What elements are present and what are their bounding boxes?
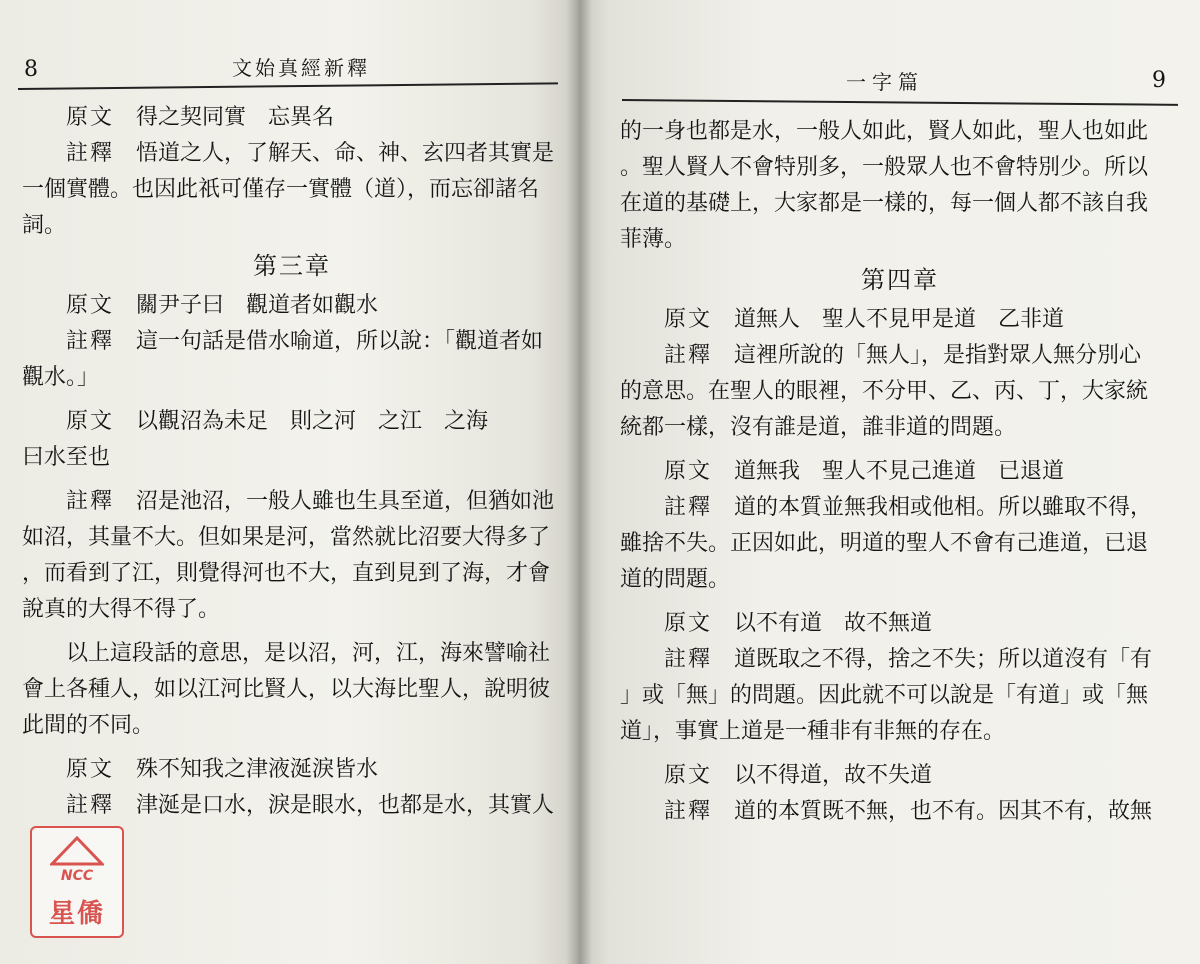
line-text: 。聖人賢人不會特別多，一般眾人也不會特別少。所以 — [620, 155, 1149, 180]
paragraph-gap — [22, 628, 562, 636]
line-text: 觀水。」 — [22, 365, 100, 390]
text-line — [620, 526, 1180, 562]
text-line — [22, 288, 562, 324]
text-line — [22, 440, 562, 476]
text-line — [620, 606, 1180, 642]
section-keyword: 原文 — [66, 409, 115, 434]
left-body-text — [22, 100, 562, 824]
text-line — [22, 708, 562, 744]
header-rule-right — [622, 99, 1178, 106]
right-page — [578, 0, 1200, 964]
line-text: 一個實體。也因此祇可僅存一實體（道），而忘卻諸名 — [22, 177, 540, 202]
paragraph-gap — [620, 750, 1180, 758]
watermark-latin: NCC — [60, 868, 94, 884]
line-text: 殊不知我之津液涎淚皆水 — [136, 757, 379, 782]
section-keyword: 原文 — [66, 293, 115, 318]
line-text: 悟道之人，了解天、命、神、玄四者其實是 — [136, 141, 555, 166]
page-number-right: 9 — [1152, 68, 1166, 93]
line-text: 」或「無」的問題。因此就不可以說是「有道」或「無 — [620, 683, 1149, 708]
text-line — [22, 592, 562, 628]
section-keyword: 原文 — [66, 757, 115, 782]
text-line — [22, 136, 562, 172]
line-text: 在道的基礎上，大家都是一樣的，每一個人都不該自我 — [620, 191, 1149, 216]
line-text: 道既取之不得，捨之不失；所以道沒有「有 — [734, 647, 1153, 672]
section-keyword: 註釋 — [664, 647, 713, 672]
watermark-chinese: 星僑 — [48, 899, 105, 929]
text-line — [620, 642, 1180, 678]
section-keyword: 註釋 — [664, 799, 713, 824]
paragraph-gap — [22, 476, 562, 484]
section-keyword: 原文 — [664, 307, 713, 332]
line-text: 雖捨不失。正因如此，明道的聖人不會有己進道，已退 — [620, 531, 1149, 556]
section-keyword: 原文 — [66, 105, 115, 130]
line-text: 如沼，其量不大。但如果是河，當然就比沼要大得多了 — [22, 525, 551, 550]
text-line — [22, 520, 562, 556]
section-keyword: 註釋 — [664, 343, 713, 368]
line-text: 詞。 — [22, 213, 67, 238]
line-text: 說真的大得不得了。 — [22, 597, 221, 622]
page-number-left: 8 — [24, 57, 38, 82]
text-line — [22, 484, 562, 520]
line-text: 以上這段話的意思，是以沼，河，江，海來譬喻社 — [66, 641, 551, 666]
line-text: 統都一樣，沒有誰是道，誰非道的問題。 — [620, 415, 1017, 440]
text-line — [620, 454, 1180, 490]
text-line — [22, 752, 562, 788]
text-line — [620, 794, 1180, 830]
text-line — [620, 678, 1180, 714]
line-text: 這裡所說的「無人」，是指對眾人無分別心 — [734, 343, 1142, 368]
text-line — [22, 636, 562, 672]
triangle-logo-icon — [50, 836, 104, 866]
watermark-stamp — [30, 826, 124, 938]
text-line — [620, 338, 1180, 374]
line-text: 以不有道 故不無道 — [734, 611, 933, 636]
text-line — [620, 410, 1180, 446]
line-text: 道的問題。 — [620, 567, 731, 592]
running-head-right: 一字篇 — [846, 70, 924, 94]
line-text: 道」，事實上道是一種非有非無的存在。 — [620, 719, 1006, 744]
running-head-left: 文始真經新釋 — [232, 56, 370, 80]
line-text: 得之契同實 忘異名 — [136, 105, 335, 130]
line-text: 此間的不同。 — [22, 713, 155, 738]
line-text: 津涎是口水，淚是眼水，也都是水，其實人 — [136, 793, 555, 818]
right-body-text — [620, 114, 1180, 830]
header-rule-left — [18, 82, 558, 90]
line-text: 道無人 聖人不見甲是道 乙非道 — [734, 307, 1065, 332]
line-text: 菲薄。 — [620, 227, 687, 252]
text-line — [22, 556, 562, 592]
text-line — [22, 100, 562, 136]
text-line — [22, 672, 562, 708]
text-line — [22, 324, 562, 360]
line-text: 這一句話是借水喻道，所以說：「觀道者如 — [136, 329, 544, 354]
text-line — [620, 758, 1180, 794]
text-line — [22, 404, 562, 440]
chapter-heading: 第三章 — [253, 252, 331, 280]
text-line — [22, 208, 562, 244]
section-keyword: 註釋 — [66, 329, 115, 354]
section-keyword: 註釋 — [66, 793, 115, 818]
paragraph-gap — [22, 396, 562, 404]
text-line — [22, 360, 562, 396]
line-text: 的意思。在聖人的眼裡，不分甲、乙、丙、丁，大家統 — [620, 379, 1149, 404]
line-text: 沼是池沼，一般人雖也生具至道，但猶如池 — [136, 489, 555, 514]
line-text: 以不得道，故不失道 — [734, 763, 933, 788]
line-text: 關尹子曰 觀道者如觀水 — [136, 293, 379, 318]
text-line — [620, 374, 1180, 410]
line-text: 曰水至也 — [22, 445, 111, 470]
line-text: 以觀沼為未足 則之河 之江 之海 — [136, 409, 489, 434]
text-line — [620, 490, 1180, 526]
paragraph-gap — [620, 446, 1180, 454]
line-text: 道的本質並無我相或他相。所以雖取不得， — [734, 495, 1153, 520]
line-text: 道無我 聖人不見己進道 已退道 — [734, 459, 1065, 484]
text-line — [620, 186, 1180, 222]
section-keyword: 原文 — [664, 459, 713, 484]
text-line — [620, 562, 1180, 598]
paragraph-gap — [22, 744, 562, 752]
section-keyword: 註釋 — [66, 489, 115, 514]
section-keyword: 原文 — [664, 763, 713, 788]
text-line — [22, 788, 562, 824]
paragraph-gap — [620, 598, 1180, 606]
line-text: ，而看到了江，則覺得河也不大，直到見到了海，才會 — [22, 561, 551, 586]
text-line — [620, 150, 1180, 186]
text-line — [620, 714, 1180, 750]
text-line — [620, 302, 1180, 338]
text-line — [620, 222, 1180, 258]
section-keyword: 註釋 — [66, 141, 115, 166]
left-page — [0, 0, 578, 964]
line-text: 的一身也都是水，一般人如此，賢人如此，聖人也如此 — [620, 119, 1149, 144]
section-keyword: 註釋 — [664, 495, 713, 520]
text-line — [620, 114, 1180, 150]
line-text: 道的本質既不無，也不有。因其不有，故無 — [734, 799, 1153, 824]
text-line — [22, 172, 562, 208]
chapter-heading: 第四章 — [861, 266, 939, 294]
line-text: 會上各種人，如以江河比賢人，以大海比聖人，說明彼 — [22, 677, 551, 702]
section-keyword: 原文 — [664, 611, 713, 636]
